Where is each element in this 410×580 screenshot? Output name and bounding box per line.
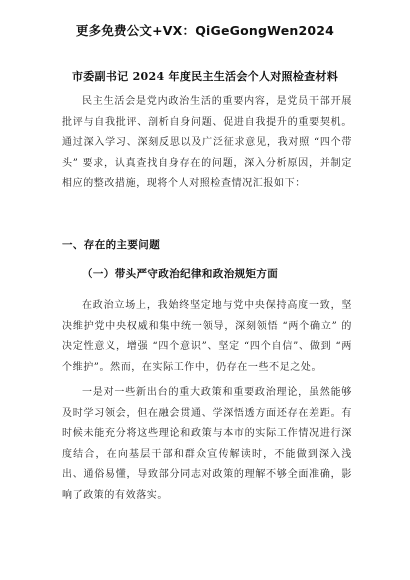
body-paragraph: 一是对一些新出台的重大政策和重要政治理论，虽然能够及时学习领会，但在融会贯通、学深悟透方面还存在差距。有时候未能充分将这些理论和政策与本市的实际工作情况进行深度结合，在向基层干部和群众宣传解读时，不能做到深入浅出、通俗易懂，导致部分同志对政策的理解不够全面准确，影响了政策的有效落实。 <box>62 387 352 501</box>
promo-banner: 更多免费公文+VX：QiGeGongWen2024 <box>75 23 335 38</box>
subsection-heading: （一）带头严守政治纪律和政治规矩方面 <box>82 268 279 280</box>
body-paragraph: 在政治立场上，我始终坚定地与党中央保持高度一致，坚决维护党中央权威和集中统一领导，深刻领悟 “两个确立” 的决定性意义，增强 “四个意识”、坚定 “四个自信”、做到 “两个维护”。然而，在实际工作中，仍存在一些不足之处。 <box>62 300 352 373</box>
section-heading: 一、存在的主要问题 <box>62 239 161 251</box>
intro-paragraph: 民主生活会是党内政治生活的重要内容，是党员干部开展批评与自我批评、剖析自身问题、促进自我提升的重要契机。通过深入学习、深刻反思以及广泛征求意见，我对照 “四个带头” 要求，认真查找自身存在的问题，深入分析原因，并制定相应的整改措施，现将个人对照检查情况汇报如下： <box>62 96 352 189</box>
paragraph-block-1 <box>62 296 352 378</box>
paragraph-block-2 <box>62 383 352 506</box>
document-title: 市委副书记 2024 年度民主生活会个人对照检查材料 <box>71 70 339 83</box>
intro-paragraph-block <box>62 92 352 195</box>
